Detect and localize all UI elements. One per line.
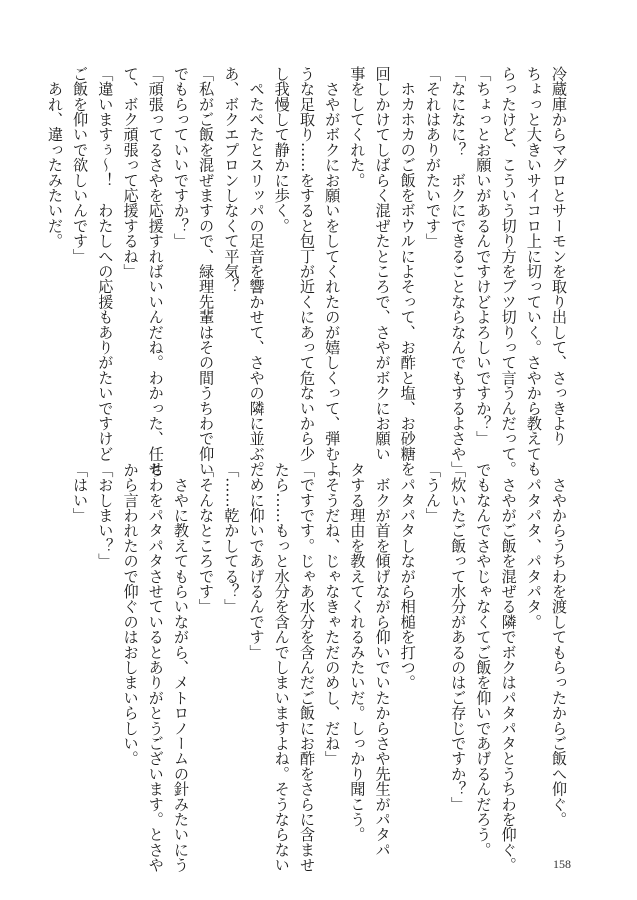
text-line: 「うん」 [423, 462, 442, 523]
text-line: 「違いますぅ～！ わたしへの応援もありがたいですけど [96, 66, 115, 462]
text-line: たら……もっと水分を含んでしまいますよね。そうならない [272, 462, 291, 873]
text-line: ために仰いであげるんです」 [247, 462, 266, 660]
text-line: 「……乾かしてる？」 [222, 462, 241, 614]
text-line: さやがボクにお願いをしてくれたのが嬉しくって、弾むよ [323, 66, 342, 477]
text-line: ホカホカのご飯をボウルによそって、お酢と塩、お砂糖を [398, 66, 417, 477]
text-line: て、ボク頑張って応援するね」 [121, 66, 140, 279]
text-line: パタパタしながら相槌を打つ。 [398, 462, 417, 690]
text-line: 「ちょっとお願いがあるんですけどよろしいですか？」 [474, 66, 493, 446]
text-line: パタパタ、パタパタ。 [524, 462, 543, 630]
text-line: でもなんでさやじゃなくてご飯を仰いであげるんだろう。 [474, 462, 493, 858]
text-line: でもらっていいですか？」 [171, 66, 190, 249]
text-line: あ、ボクエプロンしなくて平気？ [222, 66, 241, 294]
text-line: 「おしまい？」 [96, 462, 115, 569]
text-line: 「なになに？ ボクにできることならなんでもするよさや」 [449, 66, 468, 477]
text-block-upper [45, 66, 571, 477]
text-line: あれ、違ったみたいだ。 [45, 66, 64, 249]
text-line: ご飯を仰いで欲しいんです」 [71, 66, 90, 264]
text-line: 「頑張ってるさやを応援すればいいんだね。わかった、任せ [146, 66, 165, 477]
text-line: し我慢して静かに歩く。 [272, 66, 291, 234]
text-line: 「そうだね、じゃなきゃただのめし、だね」 [323, 462, 342, 766]
text-line: タする理由を教えてくれるみたいだ。しっかり聞こう。 [348, 462, 367, 842]
text-line: ぺたぺたとスリッパの足音を響かせて、さやの隣に並ぶ。 [247, 66, 266, 477]
text-line: ちわをパタパタさせているとありがとうございます。とさや [146, 462, 165, 873]
text-line: 回しかけてしばらく混ぜたところで、さやがボクにお願い [373, 66, 392, 462]
text-line: 「はい」 [71, 462, 90, 523]
text-line: らったけど、こういう切り方をブツ切りって言うんだって。 [499, 66, 518, 477]
text-line: 「私がご飯を混ぜますので、緑理先輩はその間うちわで仰い [197, 66, 216, 477]
text-line: 「そんなところです」 [197, 462, 216, 614]
text-line: 「それはありがたいです」 [423, 66, 442, 249]
text-line: 「ですです。じゃあ水分を含んだご飯にお酢をさらに含ませ [297, 462, 316, 873]
text-line: ボクが首を傾げながら仰いでいたからさや先生がパタパ [373, 462, 392, 858]
text-line: うな足取り……をすると包丁が近くにあって危ないから少 [297, 66, 316, 462]
text-line: さやに教えてもらいながら、メトロノームの針みたいにう [171, 462, 190, 873]
text-line: から言われたので仰ぐのはおしまいらしい。 [121, 462, 140, 766]
text-line: さやからうちわを渡してもらったからご飯へ仰ぐ。 [550, 462, 568, 827]
text-line: 事をしてくれた。 [348, 66, 367, 188]
text-line: 冷蔵庫からマグロとサーモンを取り出して、さっきより [550, 66, 568, 446]
page-number: 158 [553, 857, 571, 871]
text-line: さやがご飯を混ぜる隣でボクはパタパタとうちわを仰ぐ。 [499, 462, 518, 873]
text-line: 「炊いたご飯って水分があるのはご存じですか？」 [449, 462, 468, 812]
text-line: ちょっと大きいサイコロ上に切っていく。さやから教えても [524, 66, 543, 477]
